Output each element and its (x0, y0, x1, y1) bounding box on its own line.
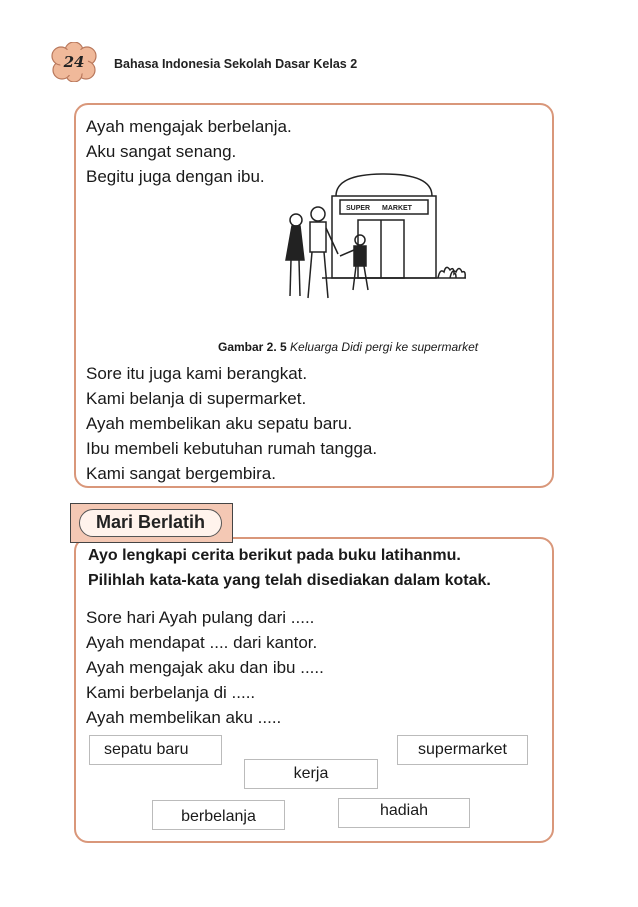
instruction-line: Pilihlah kata-kata yang telah disediakan dalam kotak. (88, 572, 491, 589)
page-number: 24 (63, 53, 85, 71)
word-choice-box: sepatu baru (89, 735, 222, 765)
book-title: Bahasa Indonesia Sekolah Dasar Kelas 2 (114, 57, 358, 71)
caption-label: Gambar 2. 5 (218, 340, 287, 354)
bush-icon (438, 267, 456, 278)
page-number-badge (50, 42, 98, 82)
bush-icon (450, 269, 465, 279)
caption-text: Keluarga Didi pergi ke supermarket (290, 340, 479, 354)
exercise-sentence: Kami berbelanja di ..... (86, 683, 256, 702)
story-line: Ayah mengajak berbelanja. (86, 117, 292, 136)
word-choice-box: kerja (244, 759, 378, 789)
story-line: Ibu membeli kebutuhan rumah tangga. (86, 439, 378, 458)
word-choice-box: berbelanja (152, 800, 285, 830)
exercise-sentence: Ayah membelikan aku ..... (86, 708, 282, 727)
supermarket-family-illustration (266, 168, 476, 318)
store-sign-right: MARKET (382, 205, 412, 212)
store-roof (336, 174, 432, 196)
exercise-tab-title: Mari Berlatih (79, 509, 222, 537)
story-line: Aku sangat senang. (86, 142, 237, 161)
store-sign-left: SUPER (346, 205, 371, 212)
word-choice-box: supermarket (397, 735, 528, 765)
exercise-tab (70, 503, 233, 543)
story-line: Ayah membelikan aku sepatu baru. (86, 414, 353, 433)
exercise-sentence: Sore hari Ayah pulang dari ..... (86, 608, 315, 627)
figure-caption (218, 340, 478, 354)
mother-figure (290, 214, 302, 226)
child-figure (355, 235, 365, 245)
story-line: Begitu juga dengan ibu. (86, 167, 265, 186)
story-line: Kami belanja di supermarket. (86, 389, 307, 408)
instruction-line: Ayo lengkapi cerita berikut pada buku latihanmu. (88, 547, 461, 564)
story-line: Kami sangat bergembira. (86, 464, 276, 483)
father-figure (311, 207, 325, 221)
word-choice-box: hadiah (338, 798, 470, 828)
exercise-sentence: Ayah mengajak aku dan ibu ..... (86, 658, 324, 677)
story-line: Sore itu juga kami berangkat. (86, 364, 308, 383)
exercise-sentence: Ayah mendapat .... dari kantor. (86, 633, 318, 652)
